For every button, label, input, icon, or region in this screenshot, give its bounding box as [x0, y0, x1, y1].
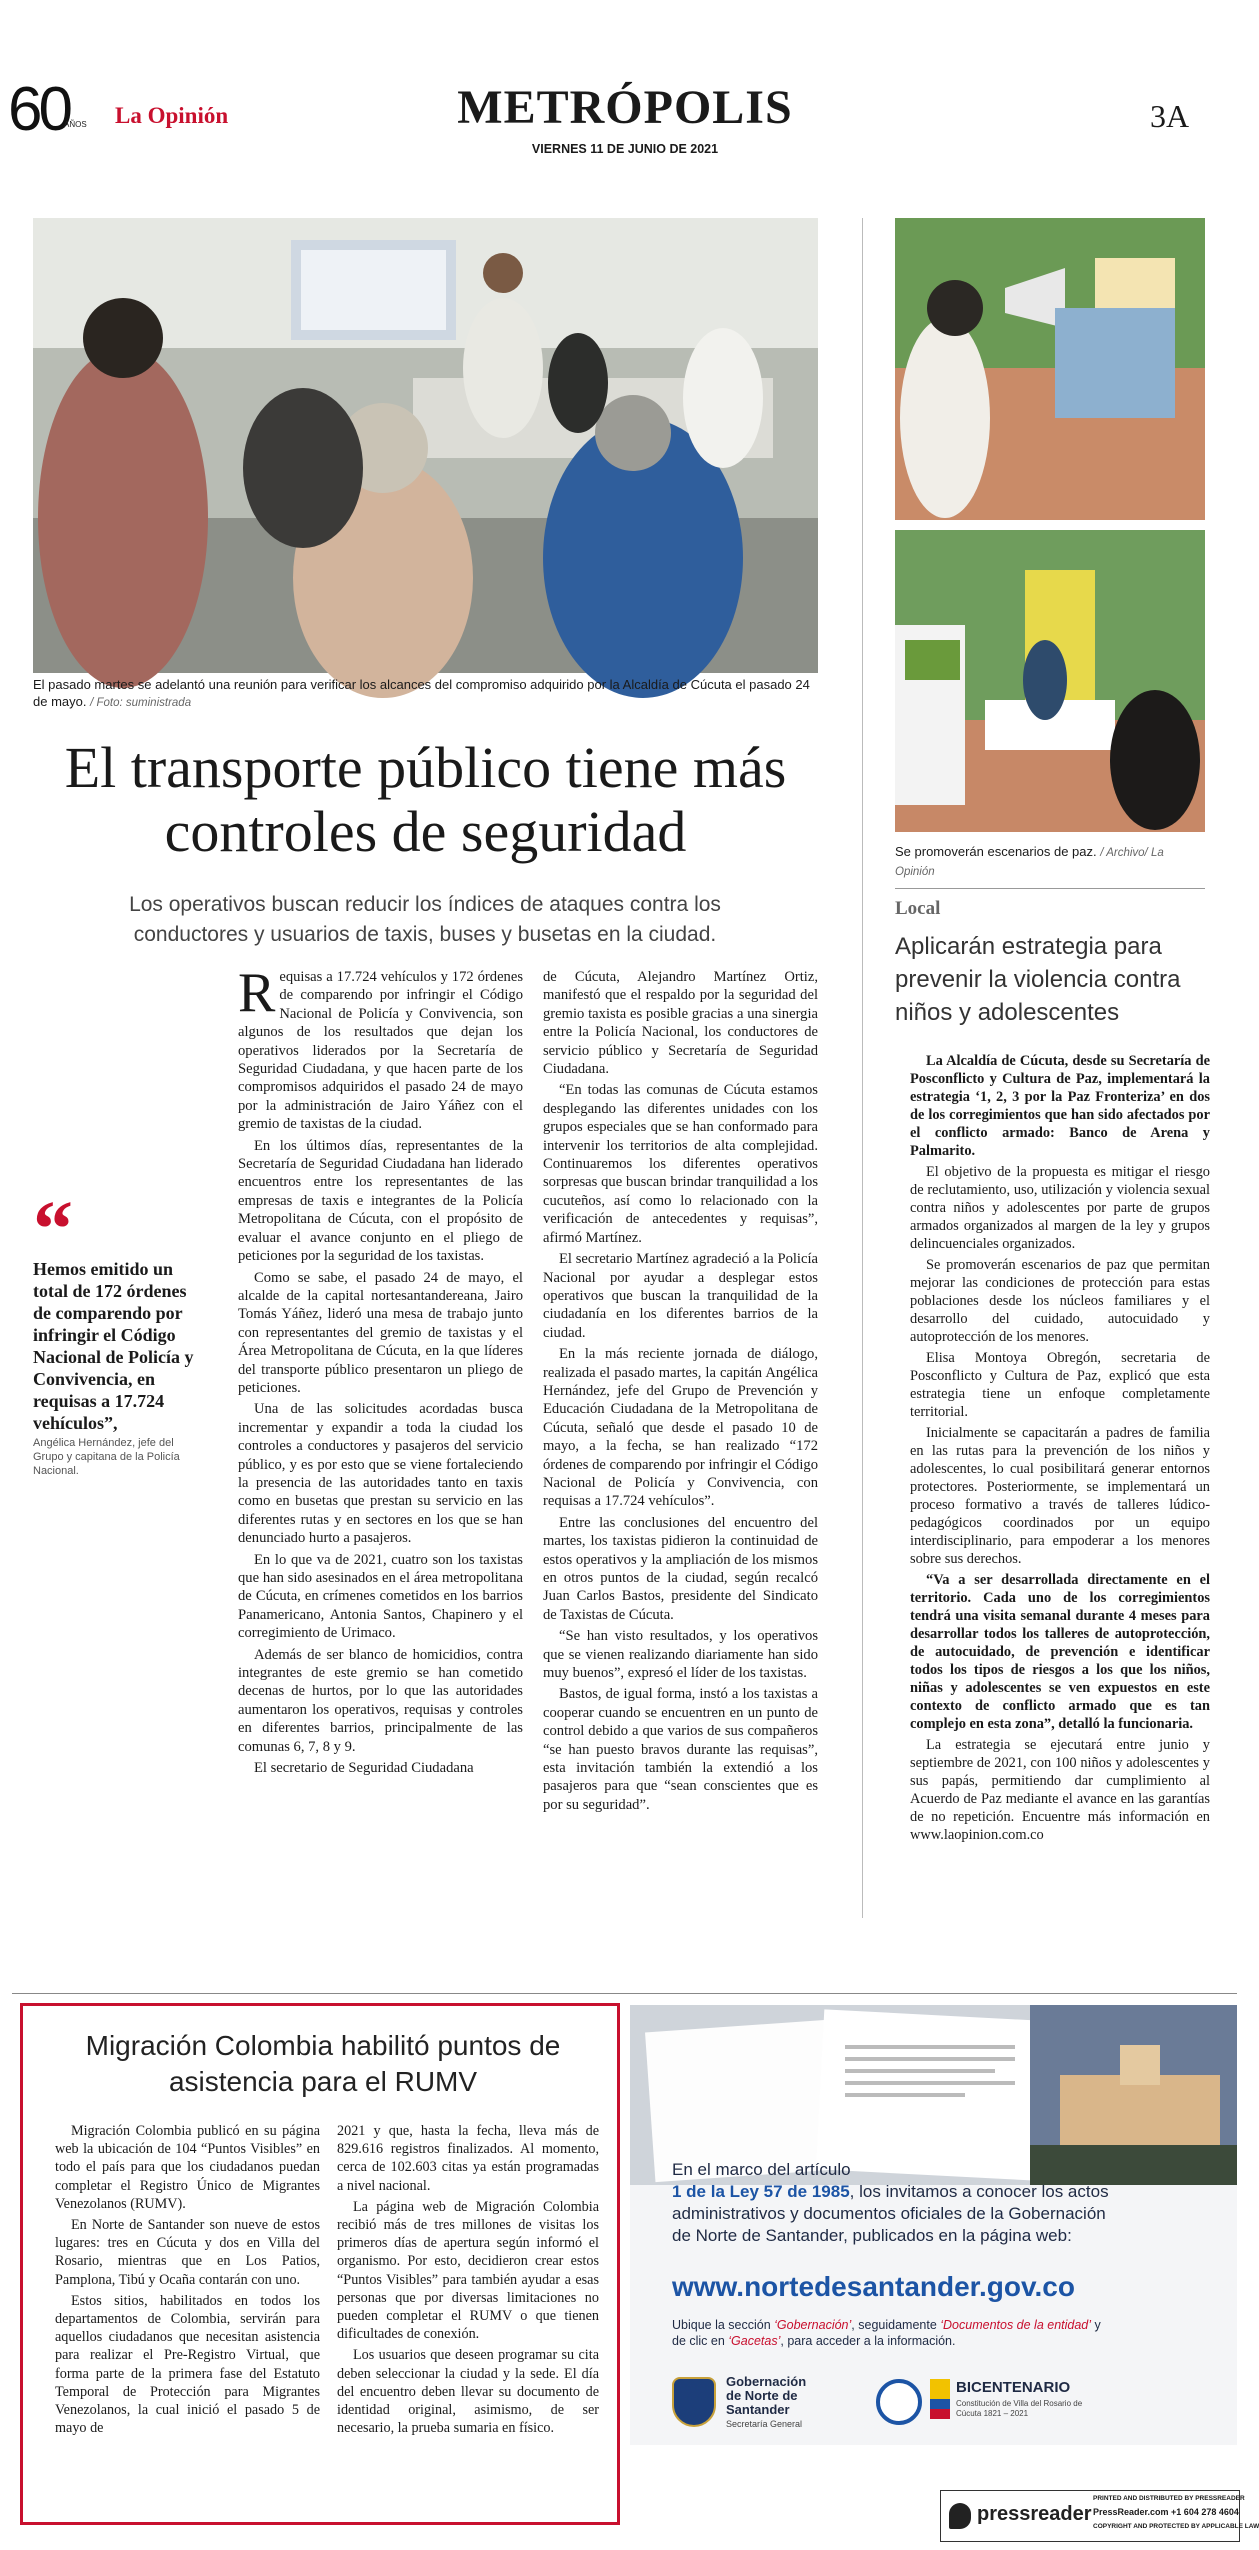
side-body-p5: Inicialmente se capacitarán a padres de familia en las rutas para la prevención de los niños y adolescentes, lo cual posibilitará generar entornos protectores. Posteriormente, se implementará un proceso formativo a través de talleres lúdico-pedagógicos coordinados por un equipo interdisciplinario, para empoderar a los menores sobre sus derechos. [910, 1425, 1210, 1567]
quote-mark-icon: “ [33, 1186, 73, 1274]
side-body-p7: La estrategia se ejecutará entre junio y septiembre de 2021, con 100 niños y adolescentes y sus papás, permitiendo dar cumplimiento al Acuerdo de Paz mediante el avance en las garantías de no repetición. Encuentre más información en www.laopinion.com.co [910, 1737, 1210, 1843]
main-body-col2-p4: En la más reciente jornada de diálogo, realizada el pasado martes, la capitán Angélica Hernández, jefe del Grupo de Prevención y Educación Ciudadana de la Metropolitana de Cúcuta, señaló que desde el pasado 10 de mayo, a la fecha, se han realizado “172 órdenes de comparendo por infringir el Código Nacional de Policía y Convivencia, con requisas a 17.724 vehículos”. [543, 1346, 818, 1510]
bicentenario-title: BICENTENARIO [956, 2379, 1071, 2396]
issue-date: VIERNES 11 DE JUNIO DE 2021 [531, 142, 719, 156]
main-body-col1-p6: Además de ser blanco de homicidios, contra integrantes de este gremio se han cometido decenas de hurtos, por lo que las autoridades aumentaron los operativos, requisas y controles en diferentes barrios, principalmente de las comunas 6, 7, 8 y 9. [238, 1646, 523, 1755]
shield-icon [672, 2377, 716, 2427]
ad-document-collage [630, 2005, 1237, 2185]
main-body-col2-p3: El secretario Martínez agradeció a la Policía Nacional por ayudar a desplegar estos operativos que buscan la tranquilidad de la ciudadanía en los diferentes barrios de la ciudad. [543, 1251, 818, 1341]
box-col2 [337, 2122, 599, 2512]
anniversary-number: 60 [8, 75, 69, 144]
side-rule [895, 888, 1205, 889]
main-body-col1-p4: Una de las solicitudes acordadas busca incrementar y expandir a toda la ciudad los controles a conductores y pasajeros del servicio público, y es por esto que se viene fortaleciendo la presencia de las autoridades tanto en taxis como en busetas que prestan su servicio en las diferentes rutas y en sectores en los que se han denunciado hurto a pasajeros. [238, 1401, 523, 1547]
side-body-p1: La Alcaldía de Cúcuta, desde su Secretaría de Posconflicto y Cultura de Paz, implementará la estrategia ‘1, 2, 3 por la Paz Fronteriza’ en dos de los corregimientos que han sido afectados por el conflicto armado: Banco de Arena y Palmarito. [910, 1053, 1210, 1159]
box-col1 [55, 2122, 320, 2512]
main-body-col1 [238, 962, 523, 1928]
side-photo-bottom [895, 530, 1205, 832]
pull-quote [33, 1186, 203, 1478]
ad-intro [672, 2159, 1122, 2247]
main-body-col2-p7: Bastos, de igual forma, instó a los taxistas a cooperar cuando se encuentren en un punto de control debido a que varios de sus compañeros “se han puesto bravos durante las requisas”, esta invitación también la extendió a los pasajeros para que “sean conscientes que es por su seguridad”. [543, 1686, 818, 1813]
brand-logo: La Opinión [115, 103, 229, 128]
side-body [910, 1052, 1210, 1932]
main-subheadline: Los operativos buscan reducir los índices de ataques contra los conductores y usuarios de taxis, buses y busetas en la ciudad. [129, 893, 721, 946]
quote-author: Angélica Hernández, jefe del Grupo y capitana de la Policía Nacional. [33, 1437, 180, 1477]
side-kicker: Local [895, 898, 941, 919]
main-photo [33, 218, 818, 673]
box-col2-p1: 2021 y que, hasta la fecha, lleva más de 829.616 registros finalizados. Al momento, cerca de 102.603 citas ya están programadas a nivel nacional. [337, 2123, 599, 2194]
migracion-box [20, 2003, 620, 2525]
side-headline: Aplicarán estrategia para prevenir la violencia contra niños y adolescentes [895, 933, 1181, 1026]
side-body-p4: Elisa Montoya Obregón, secretaria de Posconflicto y Cultura de Paz, explicó que esta estrategia tiene un enfoque completamente territorial. [910, 1350, 1210, 1420]
main-body-col1-p2: En los últimos días, representantes de la Secretaría de Seguridad Ciudadana han liderado encuentros entre los representantes de las empresas de taxis e integrantes de la Policía Metropolitana de Cúcuta, con el propósito de evaluar el avance conjunto en el pliego de peticiones por la seguridad de los taxistas. [238, 1137, 523, 1265]
pressreader-logo-icon [949, 2503, 971, 2529]
main-body-col2-p1: de Cúcuta, Alejandro Martínez Ortiz, manifestó que el respaldo por la seguridad del gremio taxista es posible gracias a una sinergia entre la Policía Nacional, los conductores de servicio público y Secretaría de Seguridad Ciudadana. [543, 969, 818, 1078]
box-col1-p2: En Norte de Santander son nueve de estos lugares: tres en Cúcuta y dos en Villa del Rosario, mientras que en Los Patios, Pamplona, Tibú y Ocaña contarán con uno. [55, 2217, 320, 2288]
main-photo-credit: / Foto: suministrada [90, 697, 192, 709]
pressreader-printed: PRINTED AND DISTRIBUTED BY PRESSREADER [1093, 2495, 1245, 2502]
flag-icon [930, 2379, 950, 2419]
main-photo-caption-text: El pasado martes se adelantó una reunión para verificar los alcances del compromiso adquirido por la Alcaldía de Cúcuta el pasado 24 de mayo. [33, 677, 810, 709]
ad-law: 1 de la Ley 57 de 1985 [672, 2182, 850, 2201]
page-number: 3A [1150, 98, 1190, 134]
ad-instructions: Ubique la sección ‘Gobernación’, seguidamente ‘Documentos de la entidad’ y de clic en ‘Gacetas’, para acceder a la información. [672, 2318, 1101, 2348]
page-separator [12, 1993, 1237, 1994]
side-photo-caption-text: Se promoverán escenarios de paz. [895, 844, 1097, 859]
pressreader-brand: pressreader [977, 2503, 1092, 2525]
gob-name: Gobernación de Norte de Santander [726, 2374, 807, 2417]
main-body-col2-p6: “Se han visto resultados, y los operativos que se vienen realizando diariamente han sido muy buenos”, expresó el líder de los taxistas. [543, 1628, 818, 1682]
anniversary-logo [8, 75, 108, 148]
seal-icon [876, 2379, 922, 2425]
main-body-col1-p7: El secretario de Seguridad Ciudadana [254, 1760, 474, 1777]
outdoor-event-photo [895, 218, 1205, 520]
main-headline: El transporte público tiene más controles de seguridad [64, 735, 787, 864]
box-headline: Migración Colombia habilitó puntos de asistencia para el RUMV [85, 2030, 561, 2097]
gobernacion-logo [672, 2373, 872, 2433]
gobernacion-ad [630, 2005, 1237, 2445]
anniversary-years: AÑOS [64, 120, 87, 129]
side-photo-top [895, 218, 1205, 520]
main-photo-caption [33, 676, 818, 712]
main-body-col2-p5: Entre las conclusiones del encuentro del martes, los taxistas pidieron la continuidad de estos operativos y la ampliación de los mismos en otros puntos de la ciudad, según recalcó Juan Carlos Bastos, presidente del Sindicato de Taxistas de Cúcuta. [543, 1514, 818, 1623]
side-photo-credit: / Archivo/ La Opinión [895, 847, 1164, 878]
pressreader-phone: PressReader.com +1 604 278 4604 [1093, 2507, 1239, 2517]
side-body-p6: “Va a ser desarrollada directamente en el territorio. Cada uno de los corregimientos tendrá una visita semanal durante 4 meses para desarrollar todos los talleres de autoprotección, de autocuidado, de prevención e identificar todos los tipos de riesgos a los que los niños, niñas y adolescentes se ven expuestos en este contexto de conflicto armado que es tan complejo en esta zona”, detalló la funcionaria. [910, 1572, 1210, 1732]
main-body-col1-p5: En lo que va de 2021, cuatro son los taxistas que han sido asesinados en el área metropolitana de Cúcuta, en crímenes cometidos en los barrios Panamericano, Antonia Santos, Chapinero y el corregimiento de Urimaco. [238, 1551, 523, 1642]
box-col2-p2: La página web de Migración Colombia recibió más de tres millones de visitas los primeros días de apertura según informó el organismo. Por esto, decidieron crear estos “Puntos Visibles” para también ayudar a esas personas que por diversas limitaciones no pueden completar el RUMV o que tienen dificultades de conexión. [337, 2198, 599, 2343]
pressreader-copyright: COPYRIGHT AND PROTECTED BY APPLICABLE LAW [1093, 2523, 1259, 2530]
pressreader-badge [940, 2490, 1259, 2542]
section-title: METRÓPOLIS [457, 81, 793, 134]
column-divider [862, 218, 863, 1918]
ad-intro-1: En el marco del artículo [672, 2160, 851, 2179]
side-body-p3: Se promoverán escenarios de paz que permitan mejorar las condiciones de protección para estas poblaciones desde los núcleos familiares y el desarrollo del cuidado, autocuidado y autoprotección de los menores. [910, 1257, 1210, 1345]
main-body-col1-p1: Requisas a 17.724 vehículos y 172 órdenes de comparendo por infringir el Código Nacional de Policía y Convivencia, son algunos de los resultados que dejan los operativos liderados por la Secretaría de Seguridad Ciudadana, y que hacen parte de los compromisos adquiridos el pasado 24 de mayo por la administración de Jairo Yáñez con el gremio de taxistas de la ciudad. [238, 962, 523, 1133]
meeting-photo-illustration [33, 218, 818, 673]
side-photo-caption [895, 843, 1205, 881]
box-col1-p3: Estos sitios, habilitados en todos los departamentos de Colombia, servirán para aquellos ciudadanos que necesitan asistencia para realizar el Pre-Registro Virtual, que forma parte de la primera fase del Estatuto Temporal de Protección para Migrantes Venezolanos, la cual inició el pasado 5 de mayo de [55, 2292, 320, 2437]
ad-intro-2: , los invitamos a conocer los actos administrativos y documentos oficiales de la Gobernación de Norte de Santander, publicados en la página web: [672, 2182, 1109, 2245]
dropcap: R [238, 962, 276, 1024]
box-col1-p1: Migración Colombia publicó en su página web la ubicación de 104 “Puntos Visibles” en todo el país para que los ciudadanos puedan completar el Registro Único de Migrantes Venezolanos (RUMV). [55, 2123, 320, 2212]
box-col2-p3: Los usuarios que deseen programar su cita deben seleccionar la ciudad y la sede. El día del encuentro deben llevar su documento de identidad original, asimismo, de ser necesario, la prueba sumaria en físico. [337, 2347, 599, 2437]
main-body-col1-p3: Como se sabe, el pasado 24 de mayo, el alcalde de la capital nortesantandereana, Jairo Tomás Yáñez, lideró una mesa de trabajo junto con representantes del gremio de taxistas y el Área Metropolitana de Cúcuta, en la que líderes del transporte público presentaron un pliego de peticiones. [238, 1269, 523, 1396]
main-body-col2-p2: “En todas las comunas de Cúcuta estamos desplegando las diferentes unidades con los grupos especiales que se han conformado para intervenir los territorios de alta complejidad. Continuaremos los diferentes operativos sorpresas que buscan brindar tranquilidad a los cucuteños, así como lo relacionado con la verificación de antecedentes y requisas”, afirmó Martínez. [543, 1082, 818, 1246]
masthead [0, 0, 1249, 160]
bicentenario-logo [930, 2375, 1110, 2435]
gob-sub: Secretaría General [726, 2419, 803, 2429]
bicentenario-sub: Constitución de Villa del Rosario de Cúcuta 1821 – 2021 [956, 2399, 1083, 2418]
workshop-photo [895, 530, 1205, 832]
side-body-p2: El objetivo de la propuesta es mitigar el riesgo de reclutamiento, uso, utilización y violencia sexual contra niños y adolescentes por parte de grupos armados organizados al margen de la ley y grupos delincuenciales organizados. [910, 1164, 1210, 1252]
ad-url[interactable]: www.nortedesantander.gov.co [672, 2271, 1075, 2302]
quote-text: Hemos emitido un total de 172 órdenes de comparendo por infringir el Código Nacional de Policía y Convivencia, en requisas a 17.724 vehículos”, [33, 1259, 194, 1433]
main-body-col2 [543, 968, 818, 1928]
